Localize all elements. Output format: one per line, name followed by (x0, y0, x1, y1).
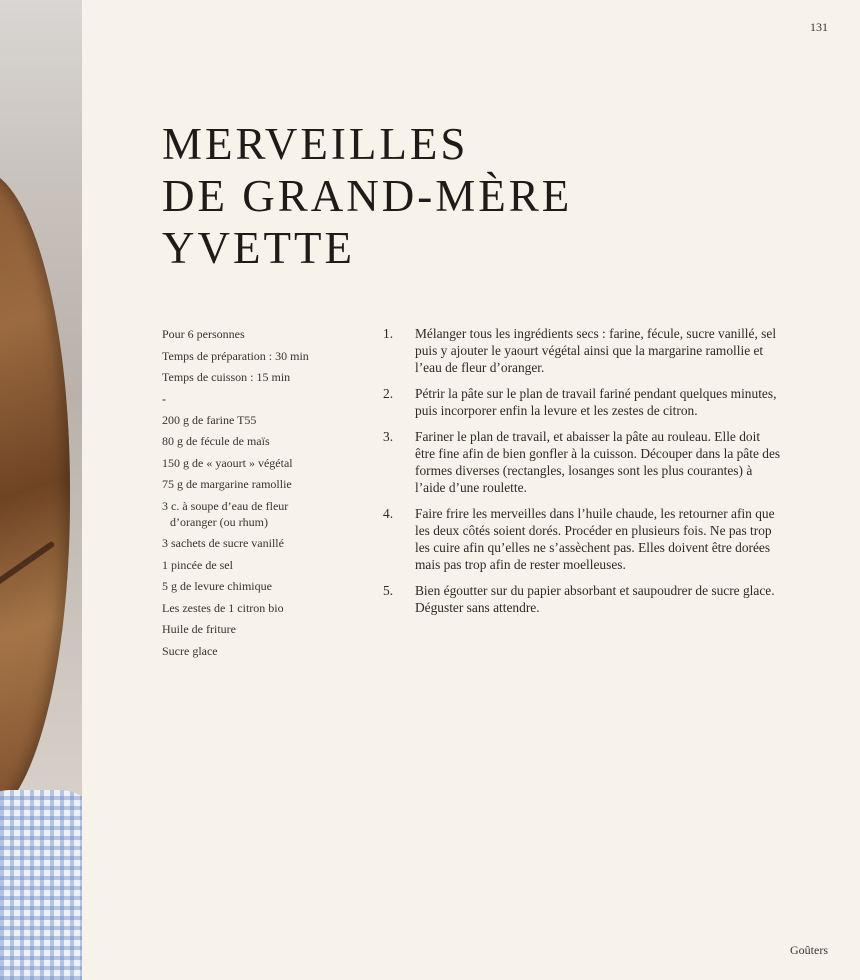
step-number: 4. (383, 506, 394, 521)
separator-dash: - (162, 391, 166, 406)
cook-time: Temps de cuisson : 15 min (162, 370, 291, 384)
ingredient-item: Les zestes de 1 citron bio (162, 600, 284, 615)
step-text: Bien égoutter sur du papier absorbant et saupoudrer de sucre glace. Déguster sans attendre. (415, 583, 775, 615)
section-footer: Goûters (790, 943, 828, 957)
recipe-title (162, 118, 572, 274)
step-item (383, 385, 783, 419)
ingredient-item: Sucre glace (162, 643, 218, 658)
step-number: 1. (383, 326, 394, 341)
step-text: Mélanger tous les ingrédients secs : farine, fécule, sucre vanillé, sel puis y ajouter le yaourt végétal ainsi que la margarine ramollie et l’eau de fleur d’oranger. (415, 326, 777, 375)
gingham-cloth-image (0, 790, 82, 980)
ingredient-line: 3 c. à soupe d’eau de fleur (162, 498, 289, 513)
step-number: 3. (383, 429, 394, 444)
ingredient-item: 200 g de farine T55 (162, 412, 257, 427)
ingredient-item-multiline (162, 498, 352, 530)
ingredient-item: 80 g de fécule de maïs (162, 434, 270, 448)
wooden-board-image (0, 170, 70, 820)
title-line: DE GRAND-MÈRE (162, 171, 573, 221)
step-item (383, 505, 783, 573)
steps-column (383, 325, 783, 625)
title-line: MERVEILLES (162, 119, 469, 169)
step-number: 5. (383, 583, 394, 598)
photo-strip (0, 0, 82, 980)
ingredients-column (162, 326, 352, 664)
title-line: YVETTE (162, 223, 355, 273)
ingredient-item: Huile de friture (162, 622, 236, 636)
step-text: Pétrir la pâte sur le plan de travail fariné pendant quelques minutes, puis incorporer enfin la levure et les zestes de citron. (415, 386, 777, 418)
page-number: 131 (810, 20, 828, 34)
step-item (383, 582, 783, 616)
ingredient-item: 75 g de margarine ramollie (162, 477, 292, 491)
step-text: Fariner le plan de travail, et abaisser la pâte au rouleau. Elle doit être fine afin de bien gonfler à la cuisson. Découper dans la pâte des formes diverses (rectangles, losanges sont les plus courantes) à l’aide d’une roulette. (415, 429, 781, 495)
ingredient-item: 150 g de « yaourt » végétal (162, 455, 293, 470)
step-item (383, 325, 783, 376)
ingredient-item: 3 sachets de sucre vanillé (162, 536, 284, 550)
step-text: Faire frire les merveilles dans l’huile chaude, les retourner afin que les deux côtés soient dorés. Procéder en plusieurs fois. Ne pas trop les cuire afin qu’elles ne s’assèchent pas. Elles doivent être dorées mais pas trop afin de rester moelleuses. (415, 506, 775, 572)
ingredient-item: 1 pincée de sel (162, 557, 233, 572)
ingredient-item: 5 g de levure chimique (162, 579, 272, 593)
servings: Pour 6 personnes (162, 327, 245, 341)
prep-time: Temps de préparation : 30 min (162, 348, 309, 363)
step-item (383, 428, 783, 496)
step-number: 2. (383, 386, 394, 401)
ingredient-line: d’oranger (ou rhum) (170, 514, 268, 529)
